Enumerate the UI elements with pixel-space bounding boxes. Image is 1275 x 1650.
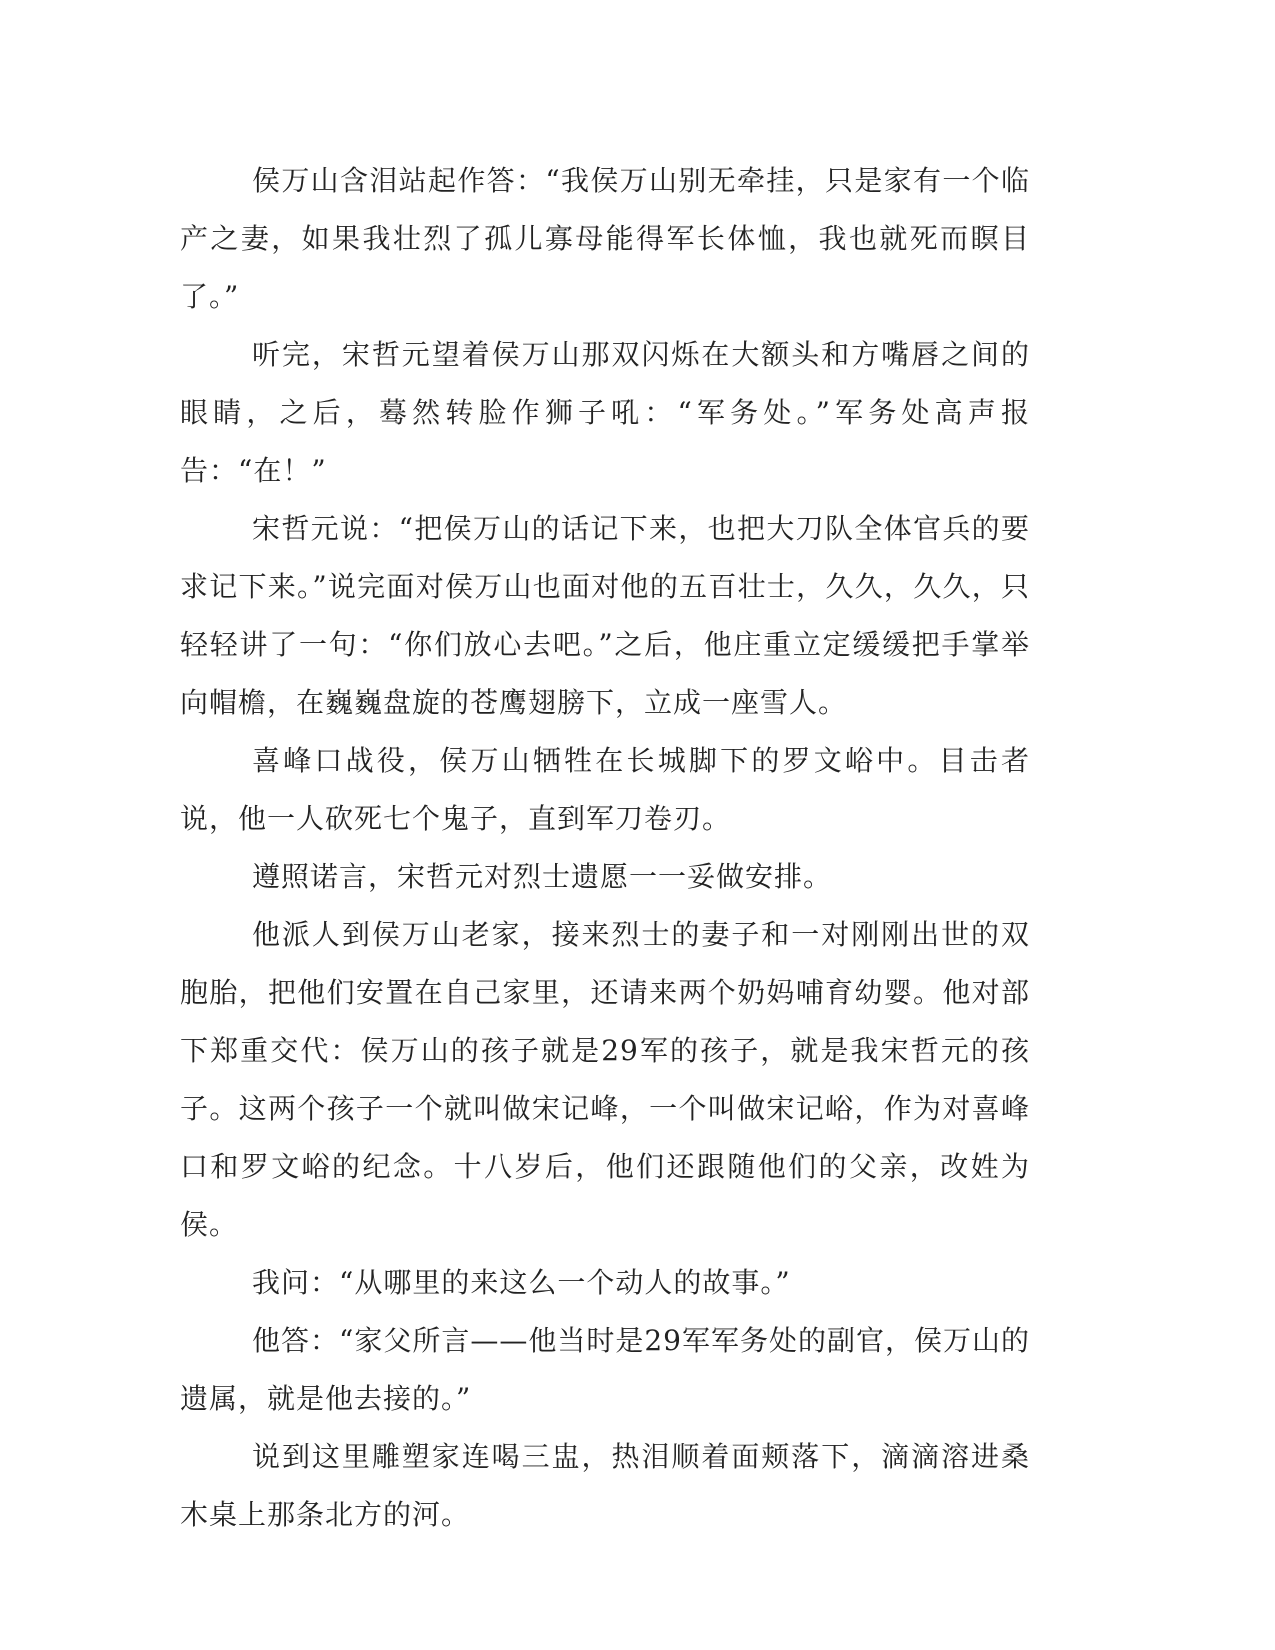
- paragraph: 喜峰口战役，侯万山牺牲在长城脚下的罗文峪中。目击者说，他一人砍死七个鬼子，直到军刀卷刃。: [180, 744, 1030, 835]
- paragraph: 我问：“从哪里的来这么一个动人的故事。”: [252, 1266, 791, 1299]
- paragraph: 他派人到侯万山老家，接来烈士的妻子和一对刚刚出世的双胞胎，把他们安置在自己家里，还请来两个奶妈哺育幼婴。他对部下郑重交代：侯万山的孩子就是29军的孩子，就是我宋哲元的孩子。这两个孩子一个就叫做宋记峰，一个叫做宋记峪，作为对喜峰口和罗文峪的纪念。十八岁后，他们还跟随他们的父亲，改姓为侯。: [180, 918, 1030, 1241]
- paragraph: 听完，宋哲元望着侯万山那双闪烁在大额头和方嘴唇之间的眼睛，之后，蓦然转脸作狮子吼：“军务处。”军务处高声报告：“在！”: [180, 338, 1030, 487]
- paragraph: 说到这里雕塑家连喝三盅，热泪顺着面颊落下，滴滴溶进桑木桌上那条北方的河。: [180, 1440, 1030, 1531]
- paragraph: 遵照诺言，宋哲元对烈士遗愿一一妥做安排。: [252, 860, 833, 893]
- paragraph: 侯万山含泪站起作答：“我侯万山别无牵挂，只是家有一个临产之妻，如果我壮烈了孤儿寡母能得军长体恤，我也就死而瞑目了。”: [180, 164, 1030, 313]
- document-body: [180, 152, 1030, 1544]
- paragraph: 宋哲元说：“把侯万山的话记下来，也把大刀队全体官兵的要求记下来。”说完面对侯万山也面对他的五百壮士，久久，久久，只轻轻讲了一句：“你们放心去吧。”之后，他庄重立定缓缓把手掌举向帽檐，在巍巍盘旋的苍鹰翅膀下，立成一座雪人。: [180, 512, 1030, 719]
- paragraph: 他答：“家父所言——他当时是29军军务处的副官，侯万山的遗属，就是他去接的。”: [180, 1324, 1030, 1415]
